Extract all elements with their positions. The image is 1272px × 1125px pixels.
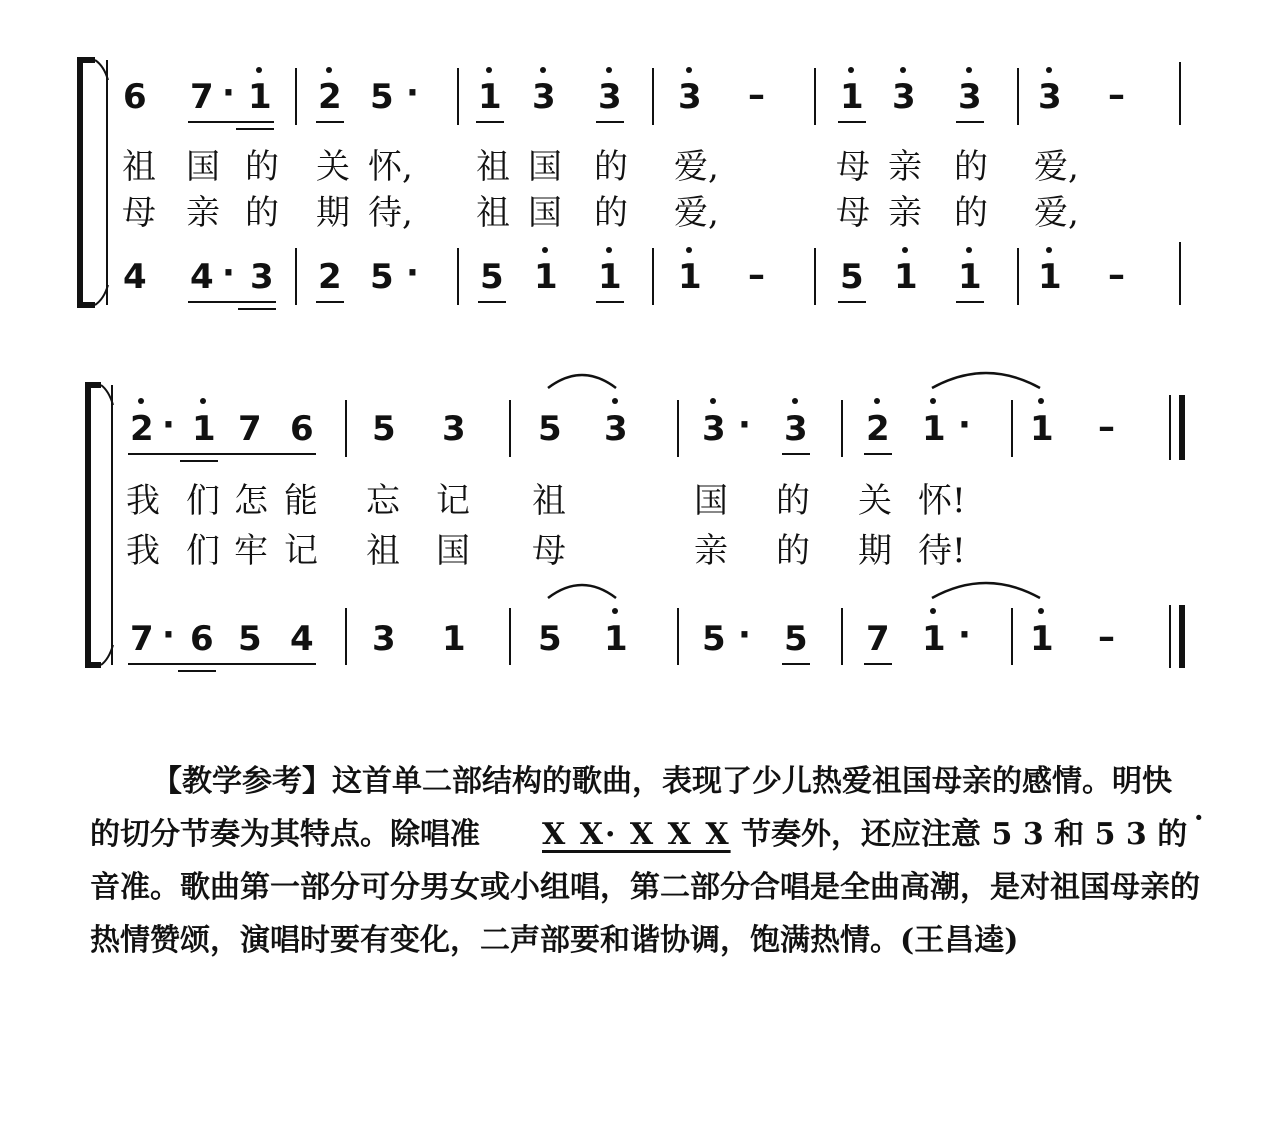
lyric: 爱,	[674, 193, 719, 233]
note: 3	[442, 409, 466, 449]
system-1-lyrics-verse-1	[122, 147, 1079, 187]
note: 3	[250, 257, 274, 297]
note: 1	[922, 409, 946, 449]
note: 3	[532, 77, 556, 117]
lyric: 国	[186, 147, 220, 187]
lyric: 母	[122, 193, 156, 233]
note: 7	[130, 619, 154, 659]
note: 1	[598, 257, 622, 297]
lyric: 期	[858, 531, 892, 571]
note: 4	[290, 619, 314, 659]
note: 2	[318, 77, 342, 117]
lyric: 祖	[476, 147, 510, 187]
note: 5	[538, 409, 562, 449]
note: 1	[192, 409, 216, 449]
teaching-reference-text	[90, 755, 1200, 967]
note-dot: ·	[162, 405, 175, 445]
note: 1	[604, 619, 628, 659]
system-1-upper-notes	[123, 67, 1125, 129]
note-dash: –	[1098, 617, 1115, 657]
lyric: 记	[436, 481, 470, 521]
note: 5	[840, 257, 864, 297]
lyric: 能	[284, 481, 318, 521]
lyric: 忘	[366, 481, 400, 521]
note-dot: ·	[406, 253, 419, 293]
note: 3	[892, 77, 916, 117]
lyric: 期	[316, 193, 350, 233]
note: 2	[318, 257, 342, 297]
teaching-label: 【教学参考】	[152, 764, 332, 799]
note: 1	[478, 77, 502, 117]
note: 6	[123, 77, 147, 117]
lyric: 的	[594, 193, 628, 233]
system-2-lower-barlines	[346, 605, 1182, 668]
teaching-text-part-2: 节奏外，还应注意 5 3 和 5	[741, 817, 1116, 852]
note: 1	[678, 257, 702, 297]
note: 1	[922, 619, 946, 659]
note: 1	[442, 619, 466, 659]
lyric: 怀,	[368, 147, 413, 187]
lyric: 国	[528, 147, 562, 187]
system-1-bracket	[80, 60, 95, 305]
note: 5	[784, 619, 808, 659]
lyric: 的	[776, 531, 810, 571]
system-2-upper-notes	[128, 373, 1115, 461]
lyric: 母	[836, 147, 870, 187]
lyric: 的	[594, 147, 628, 187]
lyric: 怎	[234, 481, 268, 521]
lyric: 亲	[888, 193, 922, 233]
lyric: 祖	[476, 193, 510, 233]
note-dot: ·	[222, 73, 235, 113]
note-dash: –	[748, 255, 765, 295]
lyric: 的	[245, 193, 279, 233]
note: 5	[538, 619, 562, 659]
note: 5	[480, 257, 504, 297]
lyric: 爱,	[1034, 147, 1079, 187]
note: 3	[1038, 77, 1062, 117]
note: 3	[372, 619, 396, 659]
note: 5	[702, 619, 726, 659]
note-dot: ·	[406, 73, 419, 113]
note: 1	[1030, 409, 1054, 449]
note: 5	[238, 619, 262, 659]
lyric: 母	[836, 193, 870, 233]
system-1-lower-notes	[123, 247, 1125, 309]
lyric: 怀!	[918, 481, 966, 521]
note: 4	[123, 257, 147, 297]
lyric: 国	[436, 531, 470, 571]
note: 1	[958, 257, 982, 297]
note: 3	[702, 409, 726, 449]
rhythm-pattern: X X· X X X	[542, 817, 731, 852]
lyric: 关	[858, 481, 892, 521]
lyric: 的	[245, 147, 279, 187]
system-2-bracket	[88, 385, 101, 665]
note: 4	[190, 257, 214, 297]
lyric: 我	[126, 531, 160, 571]
high-note-3: · 3	[1126, 817, 1147, 852]
note: 3	[604, 409, 628, 449]
note-dot: ·	[958, 615, 971, 655]
teaching-text-part-1: 这首单二部结构的歌曲，表现了少儿热爱祖国母亲的感情。明快的切分节奏为其特点。除唱准	[90, 764, 1172, 852]
lyric: 待!	[918, 531, 966, 571]
lyric: 爱,	[1034, 193, 1079, 233]
note-dot: ·	[162, 615, 175, 655]
system-2-lyrics-verse-1	[126, 481, 966, 521]
system-2-lyrics-verse-2	[126, 531, 966, 571]
lyric: 们	[186, 481, 220, 521]
lyric: 爱,	[674, 147, 719, 187]
note: 1	[534, 257, 558, 297]
teaching-reference-paragraph	[90, 755, 1200, 967]
system-2-upper-barlines	[346, 395, 1182, 460]
note-dot: ·	[222, 253, 235, 293]
note: 5	[370, 257, 394, 297]
lyric: 的	[954, 193, 988, 233]
score-system-2	[88, 373, 1182, 671]
note-dot: ·	[738, 615, 751, 655]
lyric: 关	[316, 147, 350, 187]
lyric: 国	[528, 193, 562, 233]
note: 7	[238, 409, 262, 449]
score-system-1	[80, 60, 1180, 309]
note: 5	[372, 409, 396, 449]
note-dash: –	[1098, 407, 1115, 447]
note: 1	[248, 77, 272, 117]
note: 3	[678, 77, 702, 117]
teaching-text-part-3: 的音准。歌曲第一部分可分男女或小组唱，第二部分合唱是全曲高潮，是对祖国母亲的热情赞颂，演唱时要有变化，二声部要和谐协调，饱满热情。(王昌逵)	[90, 817, 1200, 958]
lyric: 我	[126, 481, 160, 521]
lyric: 的	[954, 147, 988, 187]
lyric: 待,	[368, 193, 413, 233]
lyric: 牢	[234, 531, 268, 571]
note-dash: –	[1108, 255, 1125, 295]
note-dash: –	[1108, 75, 1125, 115]
note-dot: ·	[958, 405, 971, 445]
lyric: 祖	[122, 147, 156, 187]
note-dash: –	[748, 75, 765, 115]
note: 6	[290, 409, 314, 449]
note: 1	[1038, 257, 1062, 297]
note: 2	[130, 409, 154, 449]
note: 3	[598, 77, 622, 117]
note: 3	[958, 77, 982, 117]
lyric: 母	[532, 531, 566, 571]
note: 6	[190, 619, 214, 659]
lyric: 的	[776, 481, 810, 521]
lyric: 记	[284, 531, 318, 571]
lyric: 祖	[532, 481, 566, 521]
note: 7	[190, 77, 214, 117]
lyric: 亲	[888, 147, 922, 187]
note: 1	[840, 77, 864, 117]
note: 1	[894, 257, 918, 297]
note: 3	[784, 409, 808, 449]
lyric: 祖	[366, 531, 400, 571]
lyric: 亲	[186, 193, 220, 233]
lyric: 亲	[694, 531, 728, 571]
system-2-lower-notes	[128, 583, 1115, 671]
note: 2	[866, 409, 890, 449]
system-1-lyrics-verse-2	[122, 193, 1079, 233]
note: 5	[370, 77, 394, 117]
note: 7	[866, 619, 890, 659]
lyric: 国	[694, 481, 728, 521]
lyric: 们	[186, 531, 220, 571]
note: 1	[1030, 619, 1054, 659]
note-dot: ·	[738, 405, 751, 445]
